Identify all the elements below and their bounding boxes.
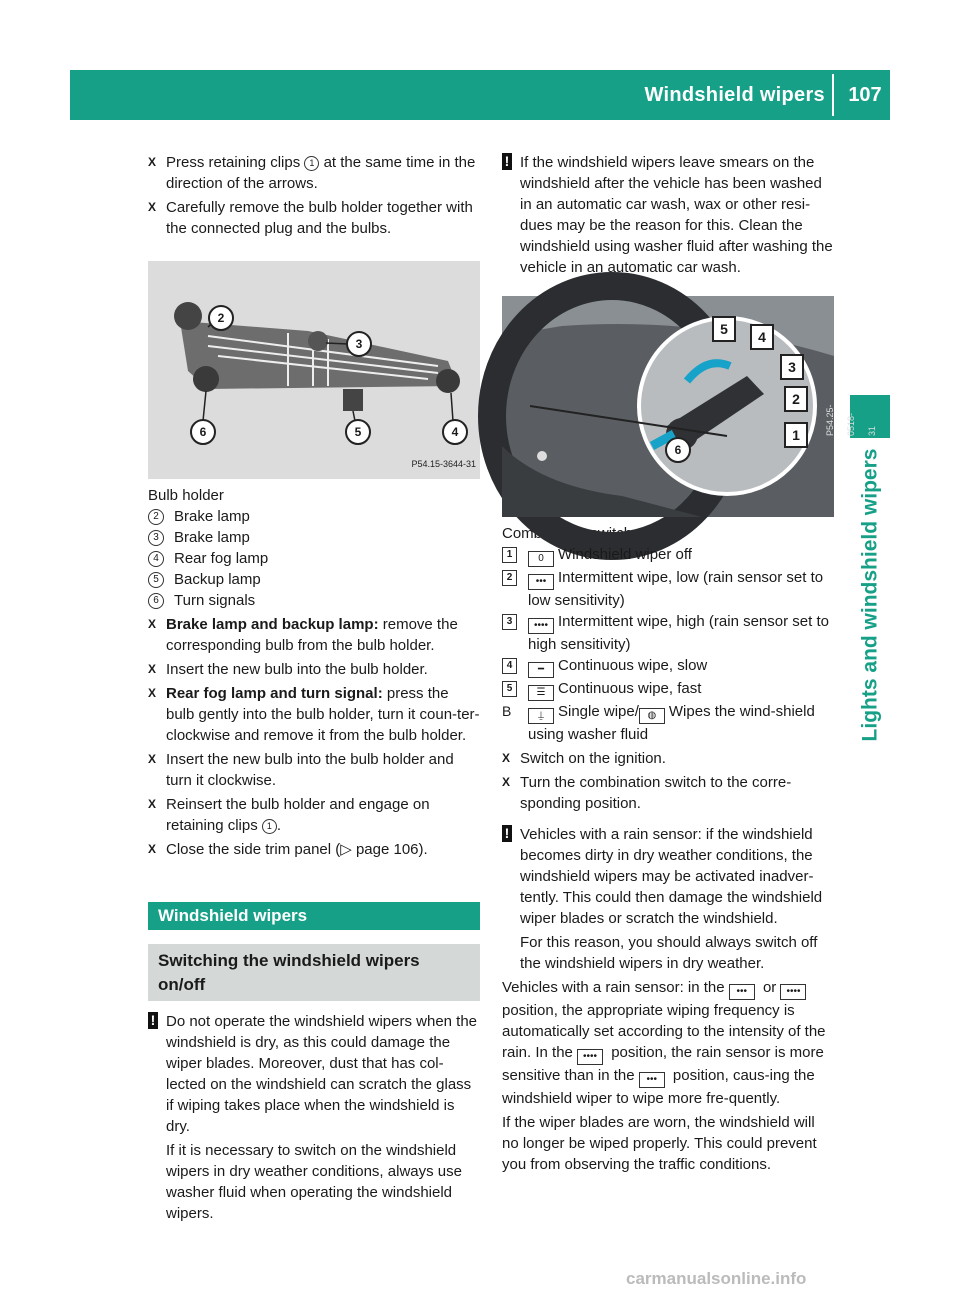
section-heading: Windshield wipers [148, 902, 480, 930]
callout-3: 3 [346, 331, 372, 357]
combination-switch-figure [502, 296, 877, 517]
callout-6: 6 [190, 419, 216, 445]
callout-ref-1: 1 [262, 819, 277, 834]
warning-icon: ! [502, 153, 512, 170]
body-paragraph: If the wiper blades are worn, the windshield will no longer be wiped properly. This could prevent you from observing the traffic conditions. [502, 1114, 817, 1173]
instruction-step: X Close the side trim panel (▷ page 106). [148, 841, 428, 858]
step-arrow-icon: X [148, 797, 157, 811]
instruction-step: X Rear fog lamp and turn signal: press the bulb gently into the bulb holder, turn it coun-ter-clockwise and remove it from the bulb holder. [148, 685, 480, 744]
legend-item: 4 Rear fog lamp [148, 548, 480, 569]
legend-item: 1 0 Windshield wiper off [502, 544, 834, 567]
legend-item: 2 ••• Intermittent wipe, low (rain sensor set to low sensitivity) [502, 567, 834, 611]
figure-caption: Bulb holder [148, 487, 224, 504]
single-wipe-icon: ⍊ [528, 708, 554, 724]
legend-item: 5 Backup lamp [148, 569, 480, 590]
left-column [148, 152, 480, 1224]
page-reference-icon: ▷ [340, 841, 352, 858]
warning-note: ! If the windshield wipers leave smears on the windshield after the vehicle has been washed in an automatic car wash, wax or other resi-dues may be the reason for this. Clean the windshield using washer fluid after washing the vehicle in an automatic car wash. [502, 152, 834, 278]
warning-note: ! Do not operate the windshield wipers when the windshield is dry, as this could damage the wiper blades. Moreover, dust that has col-lected on the windshield can scratch the glass if wiping takes place when the windshield is dry. If it is necessary to switch on the windshield wipers in dry weather conditions, always use washer fluid when operating the windshield wipers. [148, 1011, 480, 1224]
legend-item: 2 Brake lamp [148, 506, 480, 527]
step-arrow-icon: X [502, 775, 511, 789]
figure-code: P54.15-3644-31 [411, 459, 476, 469]
sub-heading: Switching the windshield wipers on/off [148, 944, 480, 1001]
header-separator [832, 74, 834, 116]
warning-note: ! Vehicles with a rain sensor: if the windshield becomes dirty in dry weather conditions, the windshield wipers may be activated inadver-tently. This could then damage the windshield wiper blades or scratch the windshield. For this reason, you should always switch off the windshield wipers in dry weather. [502, 824, 834, 974]
callout-4: 4 [750, 324, 774, 350]
callout-ref-1: 1 [304, 156, 319, 171]
step-arrow-icon: X [148, 752, 157, 766]
step-arrow-icon: X [148, 662, 157, 676]
body-paragraph: Vehicles with a rain sensor: in the ••• or •••• position, the appropriate wiping frequency is automatically set according to the intensity of the rain. In the •••• position, the rain sensor is more sensitive than in the ••• position, caus-ing the windshield wiper to wipe more fre-quently. [502, 979, 826, 1107]
continuous-slow-icon: ━ [528, 662, 554, 678]
instruction-step: X Insert the new bulb into the bulb holder and turn it clockwise. [148, 751, 454, 789]
step-arrow-icon: X [148, 155, 157, 169]
figure-code: P54.25-0518-31 [825, 404, 877, 436]
intermittent-high-icon: •••• [780, 984, 806, 1000]
warning-icon: ! [502, 825, 512, 842]
legend-item: 3 •••• Intermittent wipe, high (rain sensor set to high sensitivity) [502, 611, 834, 655]
instruction-step: X Brake lamp and backup lamp: remove the corresponding bulb from the bulb holder. [148, 616, 458, 654]
page-number: 107 [848, 84, 882, 106]
legend-item: B ⍊ Single wipe/ ◍ Wipes the wind-shield using washer fluid [502, 703, 815, 743]
callout-3: 3 [780, 354, 804, 380]
intermittent-high-icon: •••• [528, 618, 554, 634]
intermittent-high-icon: •••• [577, 1049, 603, 1065]
continuous-fast-icon: ☰ [528, 685, 554, 701]
intermittent-low-icon: ••• [528, 574, 554, 590]
callout-5: 5 [712, 316, 736, 342]
instruction-step: X Press retaining clips 1 at the same time in the direction of the arrows. [148, 154, 476, 192]
callout-4: 4 [442, 419, 468, 445]
step-arrow-icon: X [502, 751, 511, 765]
instruction-step: X Insert the new bulb into the bulb holder. [148, 661, 428, 678]
callout-2: 2 [208, 305, 234, 331]
instruction-step: X Switch on the ignition. [502, 750, 666, 767]
figure-caption: Combination switch [502, 525, 633, 542]
callout-1: 1 [784, 422, 808, 448]
intermittent-low-icon: ••• [639, 1072, 665, 1088]
legend-item: 3 Brake lamp [148, 527, 480, 548]
instruction-step: X Carefully remove the bulb holder together with the connected plug and the bulbs. [148, 199, 473, 237]
step-arrow-icon: X [148, 842, 157, 856]
bulb-holder-figure [148, 261, 480, 479]
chapter-label: Lights and windshield wipers [858, 448, 882, 742]
bulb-holder-illustration [148, 261, 480, 479]
step-arrow-icon: X [148, 200, 157, 214]
washer-fluid-icon: ◍ [639, 708, 665, 724]
legend-item: 5 ☰ Continuous wipe, fast [502, 678, 834, 701]
legend-item: 4 ━ Continuous wipe, slow [502, 655, 834, 678]
watermark: carmanualsonline.info [626, 1269, 807, 1288]
step-arrow-icon: X [148, 686, 157, 700]
intermittent-low-icon: ••• [729, 984, 755, 1000]
callout-5: 5 [345, 419, 371, 445]
instruction-step: X Turn the combination switch to the corre-sponding position. [502, 774, 792, 812]
callout-6: 6 [665, 437, 691, 463]
instruction-step: X Reinsert the bulb holder and engage on retaining clips 1 . [148, 796, 430, 834]
callout-2: 2 [784, 386, 808, 412]
legend-item: 6 Turn signals [148, 590, 480, 611]
wiper-off-icon: 0 [528, 551, 554, 567]
warning-icon: ! [148, 1012, 158, 1029]
page-title: Windshield wipers [644, 84, 825, 106]
step-arrow-icon: X [148, 617, 157, 631]
